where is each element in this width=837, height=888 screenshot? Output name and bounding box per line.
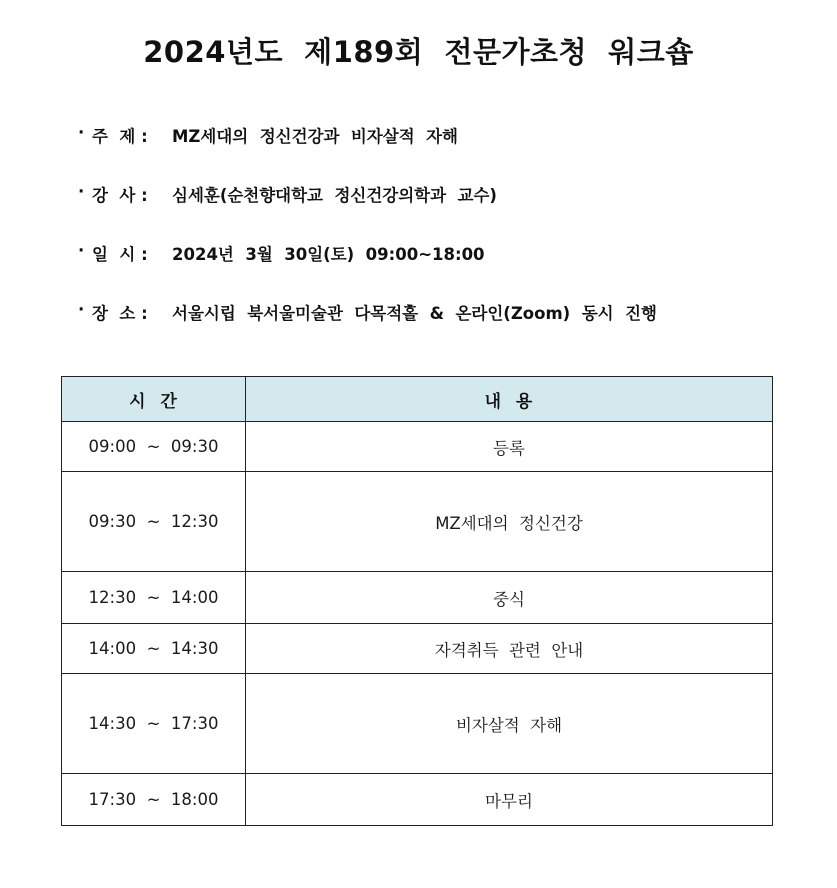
bullet: · bbox=[78, 182, 85, 201]
time-cell: 14:30 ~ 17:30 bbox=[62, 674, 246, 774]
table-row bbox=[62, 572, 773, 624]
info-value-topic: MZ세대의 정신건강과 비자살적 자해 bbox=[172, 127, 458, 146]
info-list bbox=[78, 123, 798, 359]
bullet: · bbox=[78, 123, 85, 142]
time-cell: 14:00 ~ 14:30 bbox=[62, 624, 246, 674]
table-row bbox=[62, 674, 773, 774]
table-header-row bbox=[62, 377, 773, 422]
schedule-table bbox=[61, 376, 773, 826]
info-row-datetime bbox=[78, 241, 798, 300]
table-row bbox=[62, 624, 773, 674]
column-header-content: 내 용 bbox=[246, 377, 773, 422]
info-label-speaker: 강 사 : bbox=[92, 186, 148, 205]
page-title: 2024년도 제189회 전문가초청 워크숍 bbox=[143, 35, 694, 69]
info-label-topic: 주 제 : bbox=[92, 127, 148, 146]
info-row-topic bbox=[78, 123, 798, 182]
info-label-venue: 장 소 : bbox=[92, 304, 148, 323]
content-cell: 자격취득 관련 안내 bbox=[246, 624, 773, 674]
time-cell: 17:30 ~ 18:00 bbox=[62, 774, 246, 826]
info-row-venue bbox=[78, 300, 798, 359]
time-cell: 09:30 ~ 12:30 bbox=[62, 472, 246, 572]
info-value-datetime: 2024년 3월 30일(토) 09:00~18:00 bbox=[172, 245, 485, 264]
info-value-venue: 서울시립 북서울미술관 다목적홀 & 온라인(Zoom) 동시 진행 bbox=[172, 304, 657, 323]
content-cell: 비자살적 자해 bbox=[246, 674, 773, 774]
info-row-speaker bbox=[78, 182, 798, 241]
table-row bbox=[62, 422, 773, 472]
content-cell: 중식 bbox=[246, 572, 773, 624]
time-cell: 12:30 ~ 14:00 bbox=[62, 572, 246, 624]
content-cell: MZ세대의 정신건강 bbox=[246, 472, 773, 572]
table-row bbox=[62, 774, 773, 826]
table-row bbox=[62, 472, 773, 572]
bullet: · bbox=[78, 300, 85, 319]
info-label-datetime: 일 시 : bbox=[92, 245, 148, 264]
column-header-time: 시 간 bbox=[62, 377, 246, 422]
time-cell: 09:00 ~ 09:30 bbox=[62, 422, 246, 472]
content-cell: 마무리 bbox=[246, 774, 773, 826]
bullet: · bbox=[78, 241, 85, 260]
info-value-speaker: 심세훈(순천향대학교 정신건강의학과 교수) bbox=[172, 186, 497, 205]
content-cell: 등록 bbox=[246, 422, 773, 472]
